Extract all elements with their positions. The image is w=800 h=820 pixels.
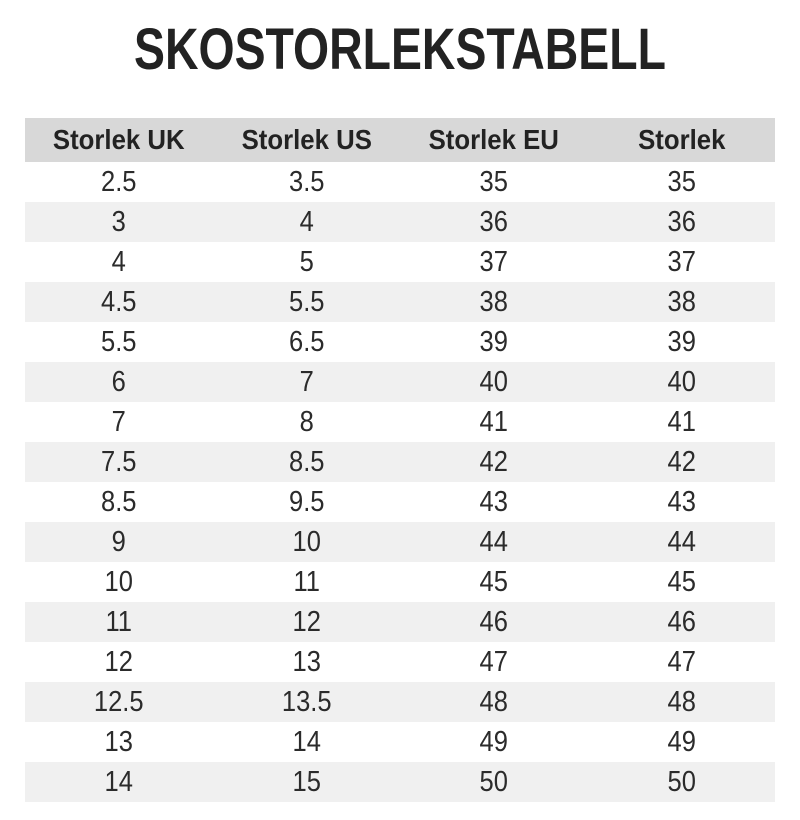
table-cell: 3 (111, 205, 126, 238)
table-cell: 13.5 (281, 685, 332, 718)
table-cell: 37 (479, 245, 508, 278)
column-header-0: Storlek UK (52, 124, 185, 155)
table-cell: 2.5 (100, 165, 137, 198)
table-body (25, 162, 775, 802)
column-header-3: Storlek (637, 124, 725, 155)
page-title: SKOSTORLEKSTABELL (134, 17, 666, 82)
table-row (25, 202, 775, 242)
table-row (25, 642, 775, 682)
table-row (25, 482, 775, 522)
table-row (25, 722, 775, 762)
table-cell: 46 (667, 605, 696, 638)
table-cell: 9 (111, 525, 126, 558)
table-cell: 41 (667, 405, 696, 438)
table-cell: 42 (667, 445, 696, 478)
table-cell: 15 (292, 765, 321, 798)
table-cell: 5.5 (100, 325, 137, 358)
table-row (25, 322, 775, 362)
table-cell: 7 (299, 365, 314, 398)
table-row (25, 602, 775, 642)
table-cell: 42 (479, 445, 508, 478)
table-cell: 48 (667, 685, 696, 718)
table-cell: 3.5 (288, 165, 324, 198)
table-cell: 47 (667, 645, 696, 678)
table-cell: 13 (292, 645, 321, 678)
table-cell: 11 (105, 605, 132, 638)
table-cell: 8.5 (100, 485, 137, 518)
table-cell: 14 (292, 725, 321, 758)
table-header-row (25, 118, 775, 162)
table-row (25, 762, 775, 802)
table-cell: 49 (479, 725, 508, 758)
table-cell: 46 (479, 605, 508, 638)
table-cell: 7 (111, 405, 126, 438)
table-cell: 10 (104, 565, 133, 598)
table-cell: 49 (667, 725, 696, 758)
table-cell: 38 (479, 285, 508, 318)
table-cell: 39 (667, 325, 696, 358)
table-cell: 50 (479, 765, 508, 798)
column-header-1: Storlek US (241, 124, 372, 155)
table-row (25, 442, 775, 482)
table-cell: 10 (292, 525, 321, 558)
table-cell: 36 (479, 205, 508, 238)
table-cell: 9.5 (288, 485, 324, 518)
column-header-2: Storlek EU (428, 124, 559, 155)
table-cell: 12 (104, 645, 133, 678)
table-cell: 8 (299, 405, 314, 438)
table-cell: 36 (667, 205, 696, 238)
table-cell: 12 (292, 605, 321, 638)
table-cell: 41 (479, 405, 508, 438)
table-cell: 43 (667, 485, 696, 518)
table-row (25, 682, 775, 722)
table-cell: 8.5 (288, 445, 324, 478)
table-cell: 11 (292, 565, 320, 598)
table-cell: 4.5 (100, 285, 137, 318)
table-cell: 4 (111, 245, 126, 278)
table-cell: 35 (667, 165, 696, 198)
table-cell: 35 (479, 165, 508, 198)
table-row (25, 162, 775, 202)
table-cell: 7.5 (100, 445, 137, 478)
shoe-size-chart-page (0, 17, 800, 798)
table-cell: 50 (667, 765, 696, 798)
table-cell: 13 (104, 725, 133, 758)
table-row (25, 282, 775, 322)
table-row (25, 242, 775, 282)
table-cell: 5.5 (288, 285, 324, 318)
table-cell: 4 (299, 205, 314, 238)
table-cell: 45 (667, 565, 696, 598)
table-row (25, 402, 775, 442)
size-conversion-table (25, 118, 775, 802)
table-row (25, 362, 775, 402)
table-cell: 40 (479, 365, 508, 398)
table-cell: 37 (667, 245, 696, 278)
table-cell: 40 (667, 365, 696, 398)
table-cell: 43 (479, 485, 508, 518)
table-cell: 14 (104, 765, 133, 798)
table-cell: 44 (667, 525, 696, 558)
table-cell: 47 (479, 645, 508, 678)
table-cell: 39 (479, 325, 508, 358)
table-row (25, 522, 775, 562)
table-cell: 6.5 (288, 325, 324, 358)
table-cell: 45 (479, 565, 508, 598)
table-row (25, 562, 775, 602)
table-cell: 38 (667, 285, 696, 318)
table-cell: 12.5 (93, 685, 144, 718)
table-cell: 5 (299, 245, 314, 278)
table-cell: 48 (479, 685, 508, 718)
table-cell: 6 (111, 365, 126, 398)
table-cell: 44 (479, 525, 508, 558)
